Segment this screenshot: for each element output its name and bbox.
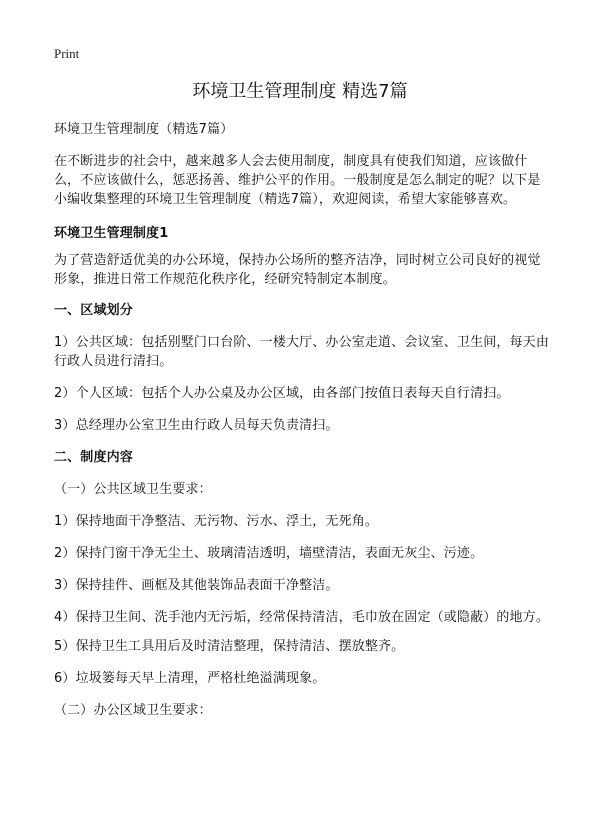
intro-paragraph: 在不断进步的社会中，越来越多人会去使用制度，制度具有使我们知道，应该做什么，不应该做什么，惩恶扬善、维护公平的作用。一般制度是怎么制定的呢？以下是小编收集整理的环境卫生管理制度（精选7篇），欢迎阅读，希望大家能够喜欢。 <box>54 154 541 207</box>
list-item: 6）垃圾篓每天早上清理，严格杜绝溢满现象。 <box>54 671 326 686</box>
list-item: 1）保持地面干净整洁、无污物、污水、浮土，无死角。 <box>54 514 379 529</box>
list-item: 1）公共区域：包括别墅门口台阶、一楼大厅、办公室走道、会议室、卫生间，每天由行政人员进行清扫。 <box>54 335 549 369</box>
list-item: 3）总经理办公室卫生由行政人员每天负责清扫。 <box>54 418 339 433</box>
list-item: 5）保持卫生工具用后及时清洁整理，保持清洁、摆放整齐。 <box>54 639 405 654</box>
section-paragraph: 为了营造舒适优美的办公环境，保持办公场所的整齐洁净，同时树立公司良好的视觉形象，推进日常工作规范化秩序化，经研究特制定本制度。 <box>54 253 541 287</box>
list-item: 2）保持门窗干净无尘土、玻璃清洁透明，墙壁清洁，表面无灰尘、污迹。 <box>54 546 484 561</box>
article-subtitle: 环境卫生管理制度（精选7篇） <box>54 122 234 137</box>
part-heading: 一、区域划分 <box>54 303 133 318</box>
list-item: 4）保持卫生间、洗手池内无污垢，经常保持清洁，毛巾放在固定（或隐蔽）的地方。 <box>54 610 549 625</box>
print-link[interactable]: Print <box>54 46 80 61</box>
sub-heading: （一）公共区域卫生要求： <box>54 482 212 497</box>
list-item: 3）保持挂件、画框及其他装饰品表面干净整洁。 <box>54 578 339 593</box>
section-heading: 环境卫生管理制度1 <box>54 226 169 241</box>
list-item: 2）个人区域：包括个人办公桌及办公区域，由各部门按值日表每天自行清扫。 <box>54 386 510 401</box>
article-body <box>54 120 550 733</box>
page-title: 环境卫生管理制度 精选7篇 <box>192 81 408 102</box>
sub-heading: （二）办公区域卫生要求： <box>54 703 212 718</box>
part-heading: 二、制度内容 <box>54 450 133 465</box>
